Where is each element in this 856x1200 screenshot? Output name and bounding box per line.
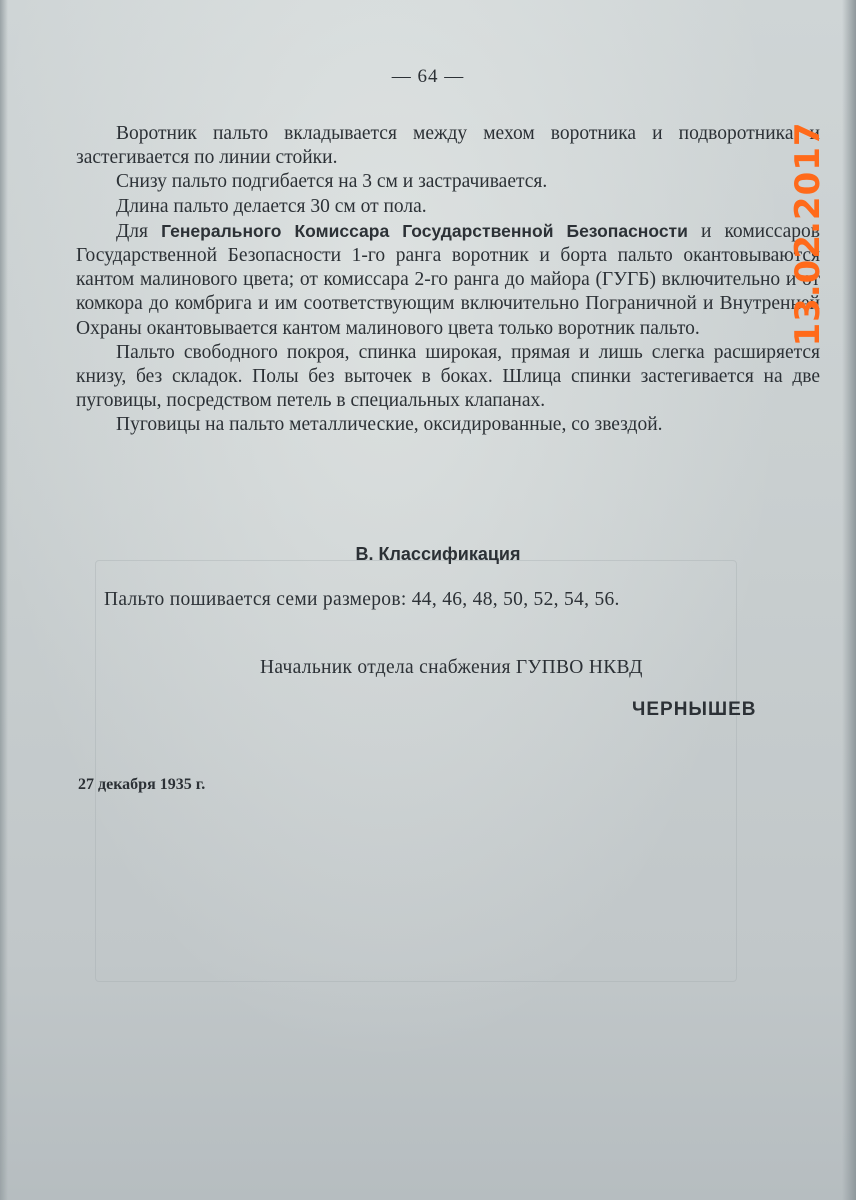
- body-text: [76, 122, 820, 438]
- paragraph-piping: [76, 219, 820, 341]
- paragraph-collar: Воротник пальто вкладывается между мехом воротника и подворотника и застегивается по линии стойки.: [76, 123, 820, 169]
- section-heading: В. Классификация: [355, 544, 521, 564]
- paragraph-hem: Снизу пальто подгибается на 3 см и застрачивается.: [116, 171, 548, 193]
- document-date: 27 декабря 1935 г.: [78, 776, 206, 793]
- signatory-name: ЧЕРНЫШЕВ: [632, 699, 757, 720]
- page-number: — 64 —: [391, 66, 465, 87]
- camera-date-stamp-text: 13.02.2017: [788, 121, 828, 347]
- piping-rest: и комиссаров Государственной Безопасности 1-го ранга воротник и борта пальто окантовываются кантом малинового цвета; от комиссара 2-го ранга до майора (ГУГБ) включительно и от комкора до комбрига и им соответствующим включительно Пограничной и Внутренней Охраны окантовывается кантом малинового цвета только воротник пальто.: [76, 220, 820, 339]
- paragraph-cut: Пальто свободного покроя, спинка широкая, прямая и лишь слегка расширяется книзу, без складок. Полы без выточек в боках. Шлица спинки застегивается на две пуговицы, посредством петель в специальных клапанах.: [76, 341, 820, 412]
- bleed-through-outline: [95, 560, 737, 982]
- signatory-title: Начальник отдела снабжения ГУПВО НКВД: [260, 657, 643, 678]
- sizes-line: Пальто пошивается семи размеров: 44, 46, 48, 50, 52, 54, 56.: [104, 589, 620, 610]
- page-left-edge: [0, 0, 8, 1200]
- paragraph-length: Длина пальто делается 30 см от пола.: [116, 195, 427, 217]
- page-right-edge: [842, 0, 856, 1200]
- paragraph-buttons: Пуговицы на пальто металлические, оксидированные, со звездой.: [116, 414, 663, 436]
- piping-rank-bold: Генерального Комиссара Государственной Безопасности: [161, 220, 688, 241]
- piping-lead: Для: [116, 220, 162, 242]
